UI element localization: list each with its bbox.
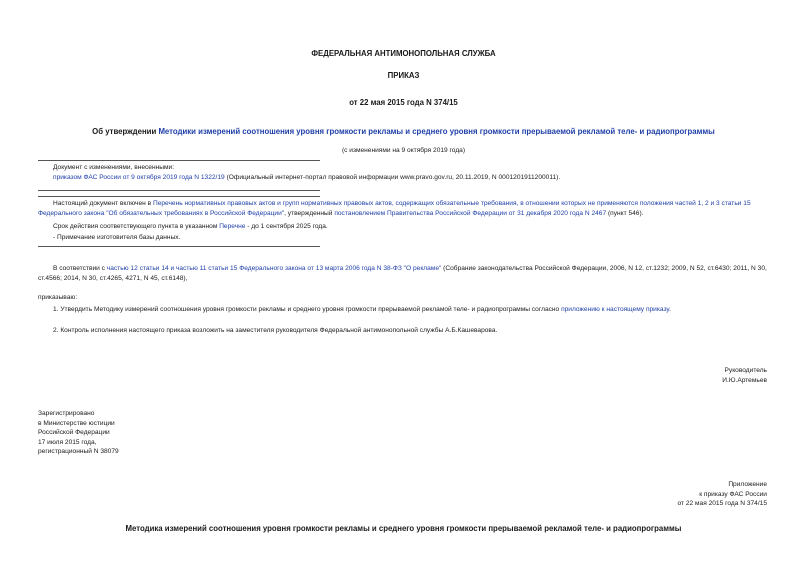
signature-block: [722, 366, 767, 385]
registration-line: 17 июля 2015 года,: [38, 438, 97, 446]
changes-block: [53, 163, 773, 182]
postanovlenie-link[interactable]: постановлением Правительства Российской Федерации от 31 декабря 2020 года N 2467: [334, 209, 607, 217]
appendix-line: к приказу ФАС России: [699, 490, 767, 498]
divider: [38, 246, 320, 247]
registration-line: Зарегистрировано: [38, 410, 95, 417]
perechen-short-link[interactable]: Перечне: [219, 223, 246, 230]
changes-rest: (Официальный интернет-портал правовой информации www.pravo.gov.ru, 20.11.2019, N 0001201911200011).: [224, 173, 561, 181]
basis-text: В соответствии с: [53, 265, 107, 272]
basis-text: (Собрание законодательства Российской Федерации, 2006, N 12, ст.1232; 2009, N 52, ст.6430; 2011, N 30, ст.4566; 2014, N 30, ст.4265, 4271, N 45, ст.6148),: [38, 265, 767, 282]
doc-type: ПРИКАЗ: [387, 71, 420, 80]
note-text: - до 1 сентября 2025 года.: [245, 223, 328, 230]
title-prefix: Об утверждении: [92, 127, 159, 136]
amendments-note: (с изменениями на 9 октября 2019 года): [341, 147, 466, 154]
doc-date-number: от 22 мая 2015 года N 374/15: [349, 98, 458, 107]
changes-link[interactable]: приказом ФАС России от 9 октября 2019 года N 1322/19: [53, 173, 225, 181]
registration-line: регистрационный N 38079: [38, 448, 119, 456]
perechen-link[interactable]: Перечень нормативных правовых актов и групп нормативных правовых актов, содержащих обязательные требования, в отношении которых не применяются положения частей 1, 2 и 3 статьи 15 Федерального закона "Об обязательных требованиях в Российской Федерации": [38, 200, 751, 217]
note-text: Настоящий документ включен в: [53, 200, 153, 207]
changes-line: [53, 173, 773, 183]
doc-title: [0, 126, 807, 137]
title-link[interactable]: Методики измерений соотношения уровня громкости рекламы и среднего уровня громкости прерываемой рекламой теле- и радиопрограммы: [158, 127, 715, 136]
divider: [38, 196, 320, 197]
basis-paragraph: [38, 264, 773, 283]
divider: [38, 190, 320, 191]
note-text: (пункт 546).: [606, 209, 644, 217]
item-2: 2. Контроль исполнения настоящего приказа возложить на заместителя руководителя Федеральной антимонопольной службы А.Б.Кашеварова.: [53, 327, 498, 334]
appendix-line: Приложение: [728, 481, 767, 488]
note-text: Срок действия соответствующего пункта в указанном: [53, 223, 220, 230]
appendix-line: от 22 мая 2015 года N 374/15: [677, 500, 767, 508]
signature-role: Руководитель: [724, 367, 767, 374]
registration-line: Российской Федерации: [38, 429, 110, 437]
org-name: ФЕДЕРАЛЬНАЯ АНТИМОНОПОЛЬНАЯ СЛУЖБА: [311, 49, 496, 58]
divider: [38, 160, 320, 161]
note-paragraph: [38, 199, 773, 218]
note-term: [38, 222, 773, 232]
note-text: , утвержденный: [284, 209, 335, 217]
changes-intro: Документ с изменениями, внесенными:: [53, 164, 175, 171]
registration-block: [38, 409, 119, 457]
order-word: приказываю:: [38, 294, 78, 301]
methodology-title: Методика измерений соотношения уровня громкости рекламы и среднего уровня громкости прерываемой рекламой теле- и радиопрограммы: [125, 524, 682, 533]
item-1-text: 1. Утвердить Методику измерений соотношения уровня громкости рекламы и среднего уровня громкости прерываемой рекламой теле- и радиопрограммы согласно: [53, 306, 562, 313]
registration-line: в Министерстве юстиции: [38, 419, 115, 427]
appendix-block: [677, 480, 767, 509]
item-1-text: .: [669, 306, 671, 313]
appendix-link[interactable]: приложению к настоящему приказу: [561, 306, 670, 313]
item-1: [38, 305, 773, 315]
signature-name: И.Ю.Артемьев: [722, 376, 767, 384]
law-link[interactable]: частью 12 статьи 14 и частью 11 статьи 15 Федерального закона от 13 марта 2006 года N 38-ФЗ "О рекламе": [106, 265, 442, 272]
note-editor: - Примечание изготовителя базы данных.: [53, 234, 181, 241]
